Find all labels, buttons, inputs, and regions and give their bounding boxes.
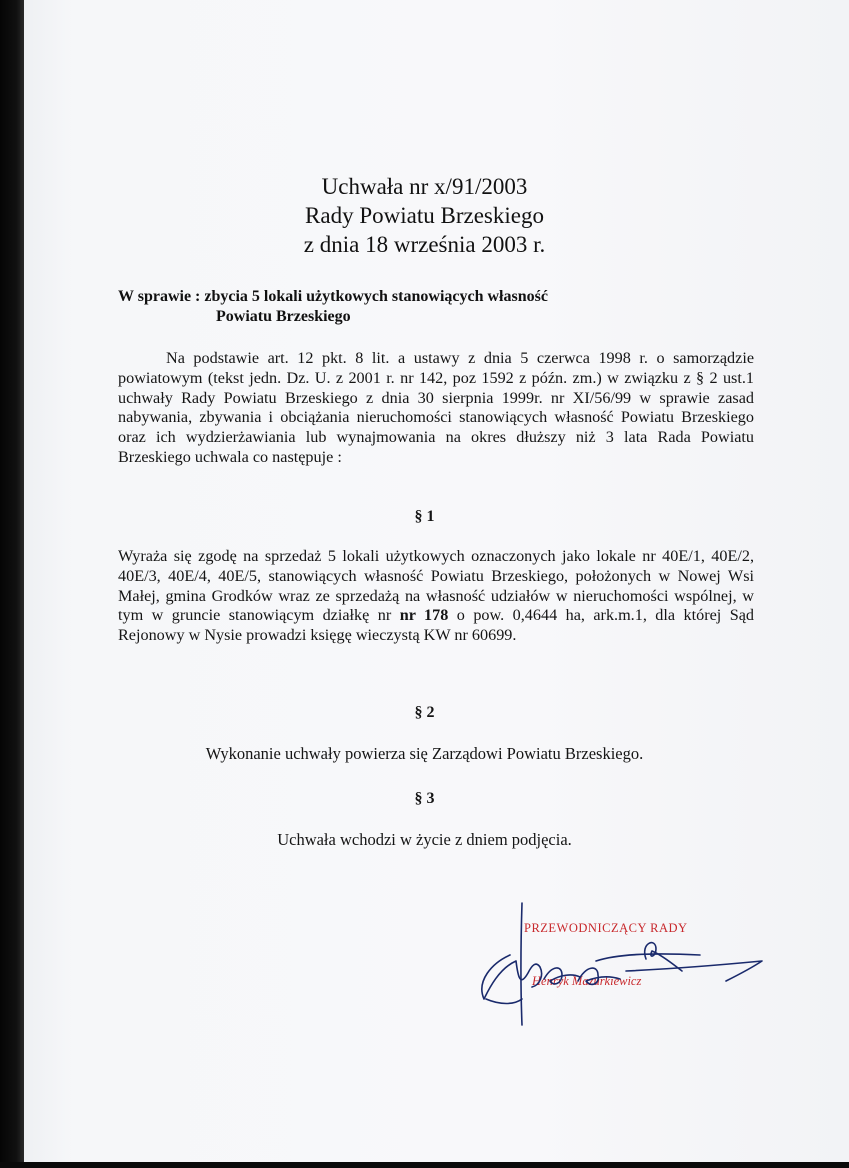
section-1-text-after: o pow. 0,4644 ha, ark.m.1, dla której Sąd Rejonowy w Nysie prowadzi księgę wieczystą KW nr 60699. bbox=[118, 606, 755, 645]
resolution-date: z dnia 18 września 2003 r. bbox=[303, 232, 546, 257]
stamp-name: Henryk Mazurkiewicz bbox=[532, 974, 642, 988]
section-2-mark: § 2 bbox=[414, 704, 435, 721]
resolution-subject bbox=[118, 287, 758, 327]
section-3-mark: § 3 bbox=[414, 790, 435, 807]
subject-line-2: Powiatu Brzeskiego bbox=[216, 308, 351, 325]
preamble-paragraph: Na podstawie art. 12 pkt. 8 lit. a ustawy z dnia 5 czerwca 1998 r. o samorządzie powiatowym (tekst jedn. Dz. U. z 2001 r. nr 142, poz 1592 z późn. zm.) w związku z § 2 ust.1 uchwały Rady Powiatu Brzeskiego z dnia 30 sierpnia 1999r. nr XI/56/99 w sprawie zasad nabywania, zbywania i obciążania nieruchomości stanowiących własność Powiatu Brzeskiego oraz ich wydzierżawiania lub wynajmowania na okres dłuższy niż 3 lata Rada Powiatu Brzeskiego uchwala co następuje : bbox=[118, 349, 754, 466]
section-1-mark: § 1 bbox=[414, 508, 435, 525]
section-2-text: Wykonanie uchwały powierza się Zarządowi Powiatu Brzeskiego. bbox=[205, 744, 644, 763]
section-1-text-before: Wyraża się zgodę na sprzedaż 5 lokali użytkowych oznaczonych jako lokale nr 40E/1, 40E/2, 40E/3, 40E/4, 40E/5, stanowiących własność Powiatu Brzeskiego, położonych w Nowej Wsi Małej, gmina Grodków wraz ze sprzedażą na własność udziałów w nieruchomości wspólnej, w tym w gruncie stanowiącym działkę nr bbox=[118, 547, 754, 625]
council-name: Rady Powiatu Brzeskiego bbox=[305, 203, 544, 228]
section-3-text: Uchwała wchodzi w życie z dniem podjęcia. bbox=[277, 830, 572, 849]
stamp-role: PRZEWODNICZĄCY RADY bbox=[524, 921, 688, 935]
scan-bottom-border bbox=[0, 1162, 849, 1168]
plot-number: nr 178 bbox=[399, 606, 449, 625]
handwritten-signature bbox=[470, 895, 770, 1035]
subject-line-1: W sprawie : zbycia 5 lokali użytkowych stanowiących własność bbox=[118, 288, 548, 305]
resolution-title: Uchwała nr x/91/2003 bbox=[321, 174, 528, 199]
section-1-text bbox=[118, 547, 754, 646]
